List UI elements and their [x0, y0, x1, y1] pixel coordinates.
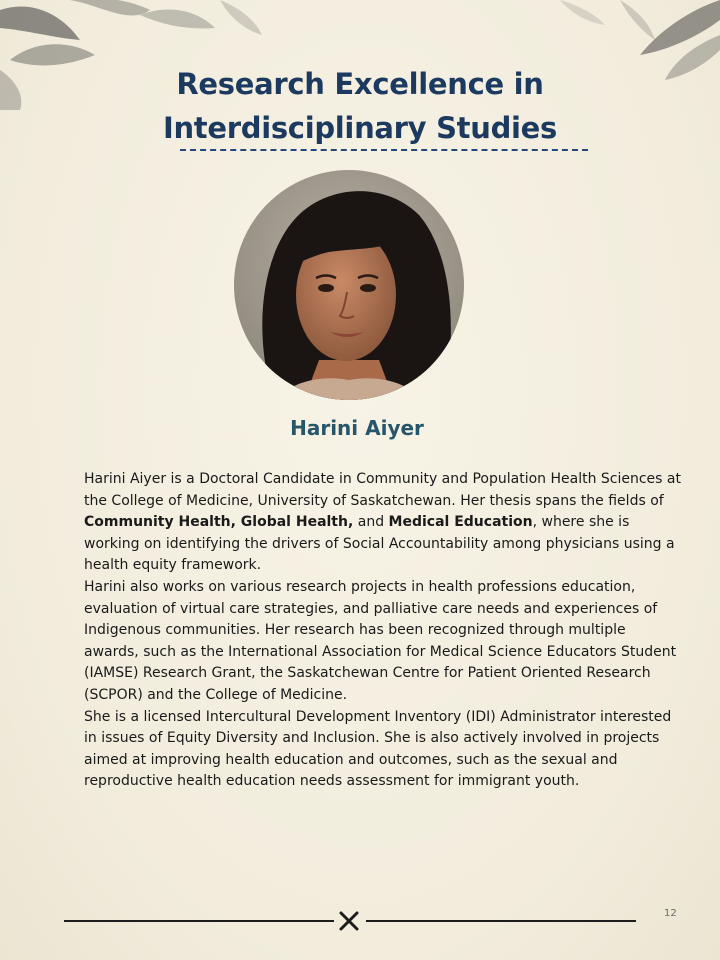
page-number: 12 — [664, 908, 677, 919]
footer-rule-right — [366, 920, 636, 922]
bio-bold-medical-education: Medical Education — [388, 514, 533, 531]
bio-paragraph-1 — [84, 469, 684, 577]
bio-text-segment: and — [353, 514, 389, 531]
bio-text-segment: , where she is working on identifying the drivers of Social Accountability among physicians using a health equity framework. — [84, 514, 675, 574]
title-line-1: Research Excellence in — [176, 67, 544, 101]
footer-rule-left — [64, 920, 334, 922]
close-x-icon — [337, 909, 361, 933]
bio-text-segment: Harini Aiyer is a Doctoral Candidate in Community and Population Health Sciences at the College of Medicine, University of Saskatchewan. Her thesis spans the fields of — [84, 471, 681, 509]
bio-paragraph-3: She is a licensed Intercultural Development Inventory (IDI) Administrator interested in issues of Equity Diversity and Inclusion. She is also actively involved in projects aimed at improving health education and outcomes, such as the sexual and reproductive health education needs assessment for immigrant youth. — [84, 708, 672, 790]
page-title — [0, 62, 720, 150]
bio-paragraph-2: Harini also works on various research projects in health professions education, evaluation of virtual care strategies, and palliative care needs and experiences of Indigenous communities. Her research has been recognized through multiple awards, such as the International Association for Medical Science Educators Student (IAMSE) Research Grant, the Saskatchewan Centre for Patient Oriented Research (SCPOR) and the College of Medicine. — [84, 578, 677, 703]
profile-name: Harini Aiyer — [290, 416, 424, 440]
profile-photo — [234, 170, 464, 400]
bio-bold-fields: Community Health, Global Health, — [84, 514, 354, 531]
bio-text — [84, 469, 684, 793]
title-dashed-rule — [180, 149, 588, 151]
title-line-2: Interdisciplinary Studies — [162, 111, 558, 145]
